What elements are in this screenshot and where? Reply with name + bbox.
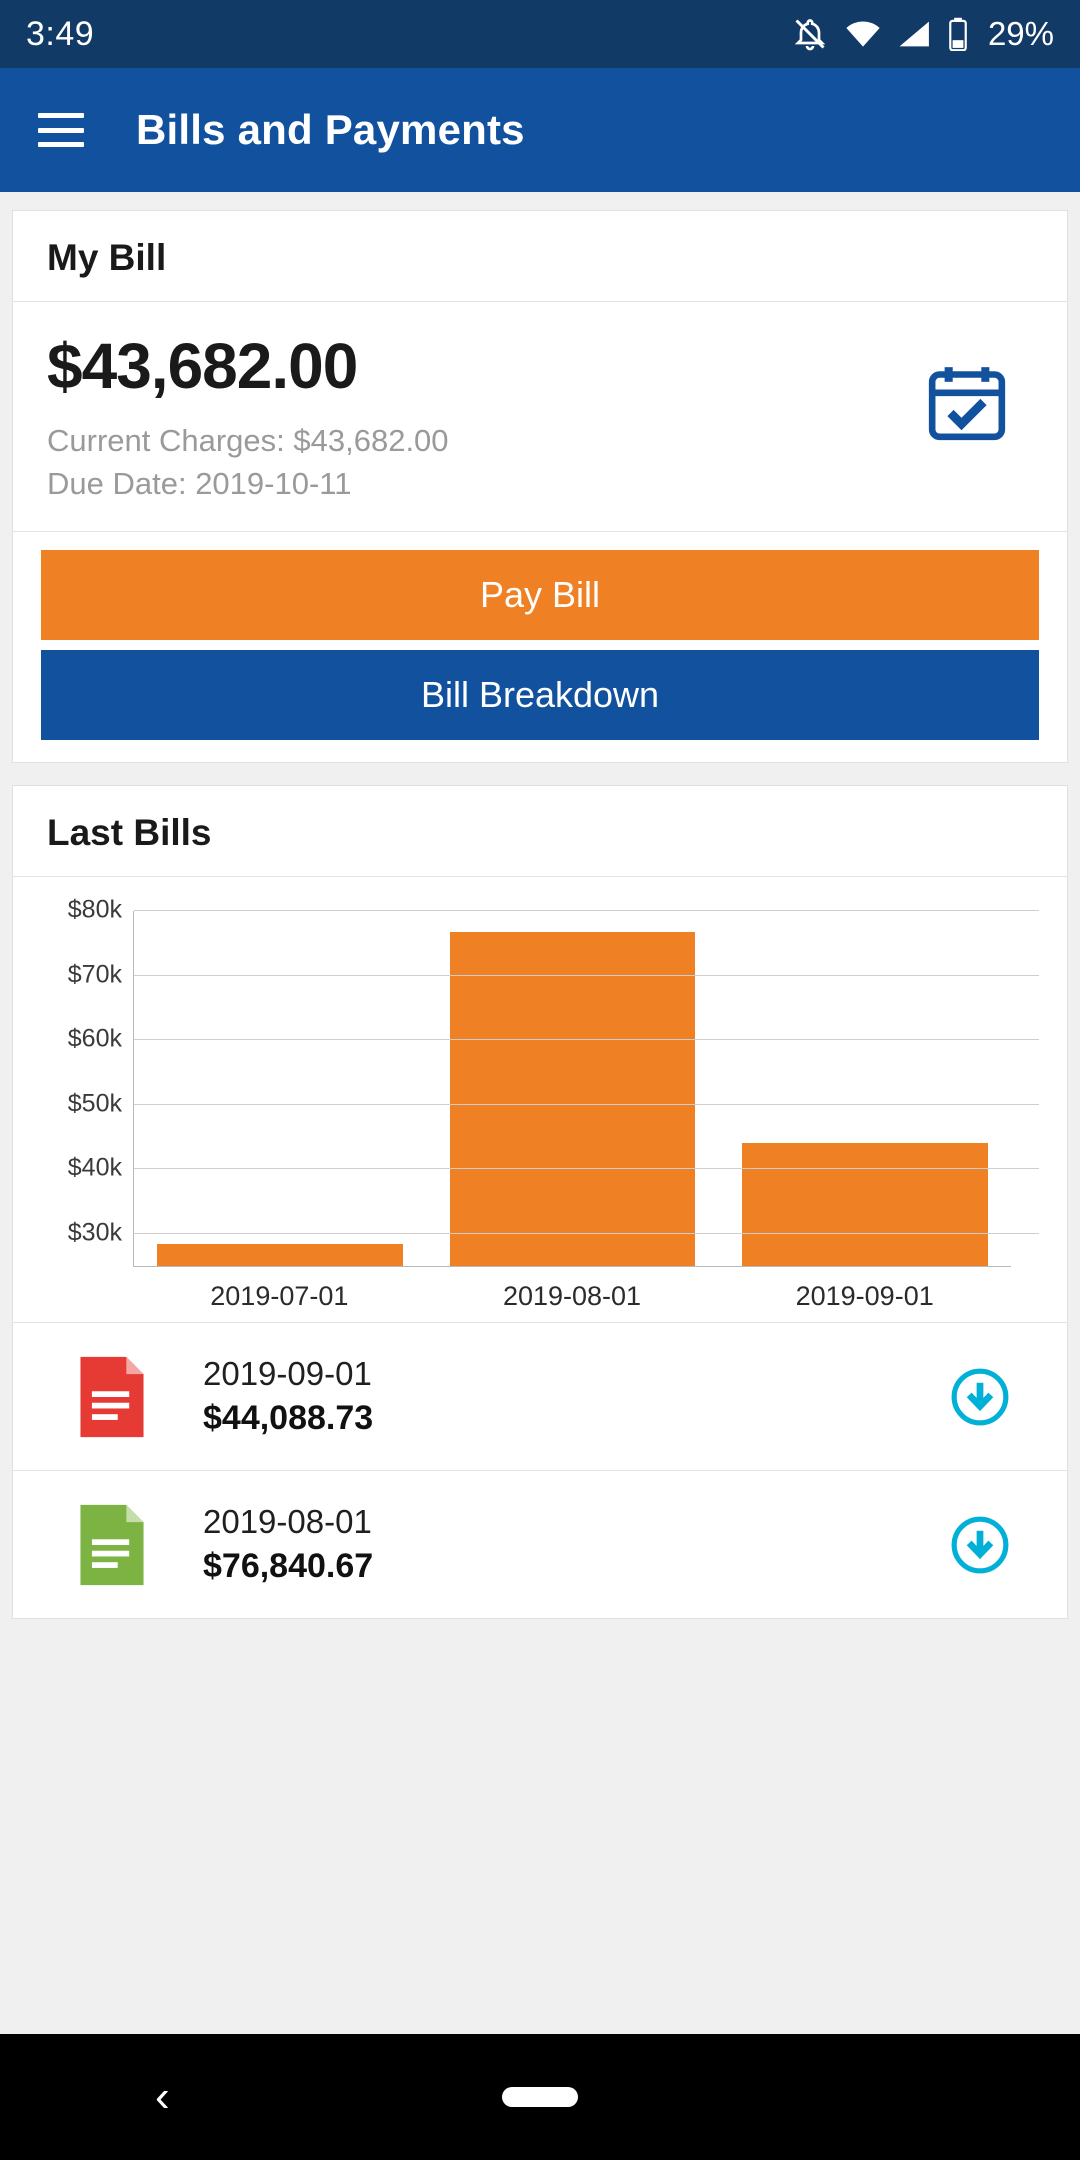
bill-list-item-date: 2019-09-01 bbox=[203, 1355, 372, 1393]
status-bar bbox=[0, 0, 1080, 68]
chart-bar[interactable] bbox=[742, 1143, 988, 1266]
main-content bbox=[0, 192, 1080, 2160]
chart-bar-slot bbox=[719, 911, 1011, 1266]
bill-list-item[interactable] bbox=[13, 1322, 1067, 1470]
download-circle-icon[interactable] bbox=[949, 1366, 1011, 1428]
battery-percent: 29% bbox=[987, 15, 1054, 52]
bill-list bbox=[13, 1322, 1067, 1618]
current-charges: Current Charges: $43,682.00 bbox=[47, 422, 449, 458]
my-bill-card bbox=[12, 210, 1068, 763]
last-bills-header bbox=[13, 786, 1067, 877]
chart-x-label: 2019-09-01 bbox=[795, 1281, 934, 1312]
my-bill-summary bbox=[47, 330, 923, 505]
my-bill-header bbox=[13, 211, 1067, 302]
last-bills-chart bbox=[13, 877, 1067, 1322]
hamburger-menu-icon[interactable] bbox=[38, 113, 84, 147]
chart-gridline bbox=[67, 1218, 1039, 1247]
bar-chart-plot bbox=[67, 895, 1011, 1267]
calendar-check-icon[interactable] bbox=[923, 358, 1011, 446]
chart-gridline bbox=[67, 960, 1039, 989]
chart-gridline bbox=[67, 1024, 1039, 1053]
status-icons bbox=[792, 15, 1054, 53]
chart-bar-slot bbox=[134, 911, 426, 1266]
download-circle-icon[interactable] bbox=[949, 1514, 1011, 1576]
document-icon bbox=[73, 1502, 151, 1588]
bar-chart-bars bbox=[134, 911, 1011, 1266]
wifi-icon bbox=[844, 19, 882, 49]
chart-gridline bbox=[67, 895, 1039, 924]
bill-list-item-text bbox=[203, 1501, 949, 1588]
notifications-off-icon bbox=[792, 16, 828, 52]
last-bills-title: Last Bills bbox=[47, 812, 212, 854]
bill-amount: $43,682.00 bbox=[47, 330, 358, 402]
due-date: Due Date: 2019-10-11 bbox=[47, 466, 352, 502]
chart-y-tick-label: $80k bbox=[67, 895, 122, 924]
bar-chart-x-labels bbox=[133, 1281, 1011, 1312]
bill-list-item-date: 2019-08-01 bbox=[203, 1503, 372, 1541]
chart-x-label: 2019-07-01 bbox=[210, 1281, 349, 1312]
my-bill-body bbox=[13, 302, 1067, 532]
chart-bar[interactable] bbox=[157, 1244, 403, 1267]
chart-y-tick-label: $40k bbox=[67, 1153, 122, 1182]
chart-gridline bbox=[67, 1089, 1039, 1118]
my-bill-title: My Bill bbox=[47, 237, 167, 278]
battery-icon bbox=[948, 17, 968, 51]
chart-y-tick-label: $50k bbox=[67, 1089, 122, 1118]
chart-y-tick-label: $70k bbox=[67, 960, 122, 989]
document-icon bbox=[73, 1354, 151, 1440]
page-title: Bills and Payments bbox=[136, 106, 525, 153]
pay-bill-button[interactable]: Pay Bill bbox=[41, 550, 1039, 640]
bill-list-item-text bbox=[203, 1353, 949, 1440]
chart-bar[interactable] bbox=[450, 932, 696, 1267]
chart-gridline bbox=[67, 1153, 1039, 1182]
chart-x-label: 2019-08-01 bbox=[502, 1281, 642, 1312]
my-bill-actions bbox=[13, 532, 1067, 762]
signal-icon bbox=[898, 19, 932, 49]
chart-y-tick-label: $30k bbox=[67, 1218, 122, 1247]
status-time: 3:49 bbox=[26, 14, 95, 53]
back-chevron-icon[interactable]: ‹ bbox=[155, 2072, 170, 2121]
system-nav-bar bbox=[0, 2034, 1080, 2160]
app-bar bbox=[0, 68, 1080, 192]
bill-list-item-amount: $76,840.67 bbox=[203, 1547, 374, 1586]
bill-list-item-amount: $44,088.73 bbox=[203, 1399, 374, 1438]
chart-y-tick-label: $60k bbox=[67, 1024, 122, 1053]
chart-bar-slot bbox=[426, 911, 718, 1266]
bill-list-item[interactable] bbox=[13, 1470, 1067, 1618]
bill-breakdown-button[interactable]: Bill Breakdown bbox=[41, 650, 1039, 740]
last-bills-card bbox=[12, 785, 1068, 1619]
home-pill-icon[interactable] bbox=[502, 2087, 578, 2107]
